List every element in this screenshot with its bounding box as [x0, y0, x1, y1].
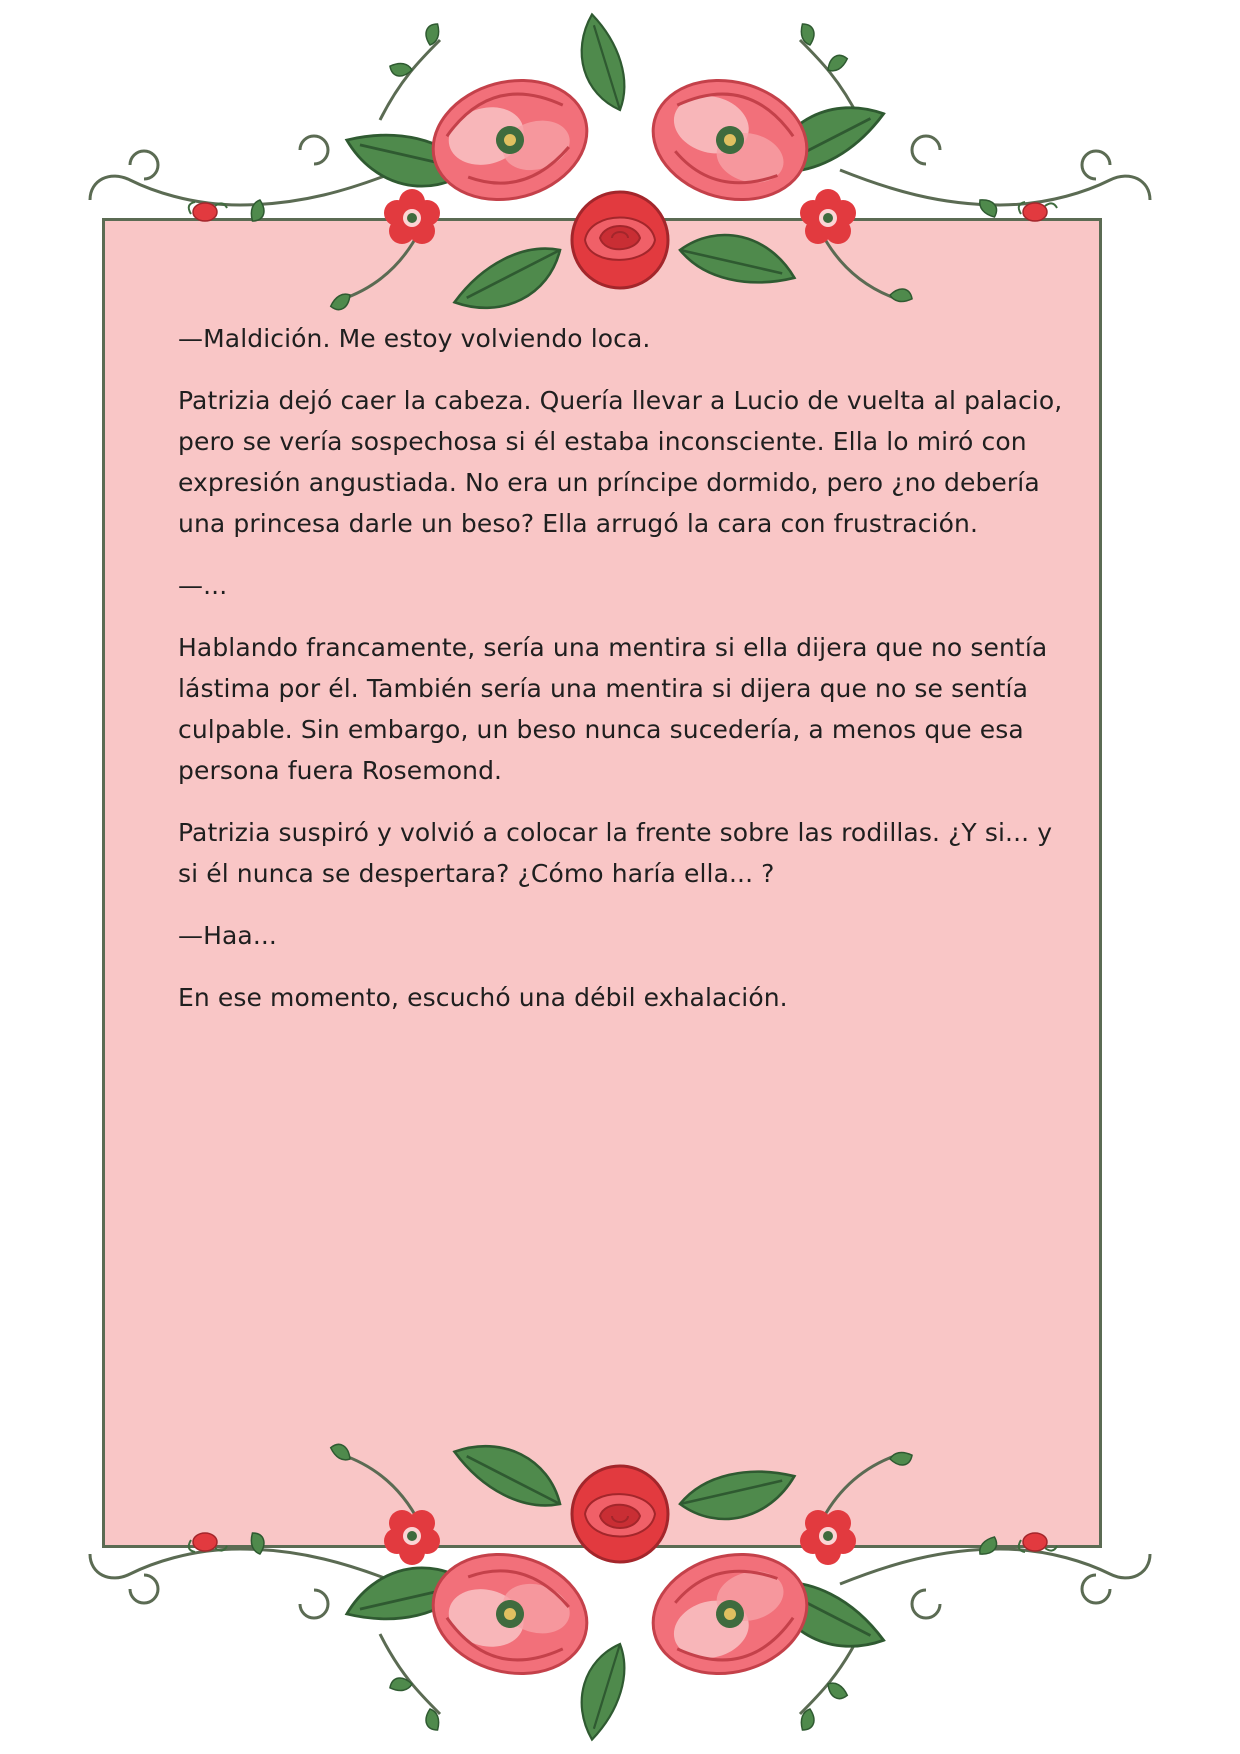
floral-corner-top-icon [0, 0, 1240, 330]
paragraph-2: Patrizia dejó caer la cabeza. Quería llevar a Lucio de vuelta al palacio, pero se vería sospechosa si él estaba inconsciente. Ella lo miró con expresión angustiada. No era un príncipe dormido, pero ¿no debería una princesa darle un beso? Ella arrugó la cara con frustración. [178, 386, 1063, 538]
paragraph-1: —Maldición. Me estoy volviendo loca. [178, 324, 651, 353]
story-text [178, 318, 1078, 1039]
floral-corner-bottom-icon [0, 1424, 1240, 1754]
paragraph-5: Patrizia suspiró y volvió a colocar la frente sobre las rodillas. ¿Y si... y si él nunca se despertara? ¿Cómo haría ella... ? [178, 818, 1053, 888]
paragraph-7: En ese momento, escuchó una débil exhalación. [178, 983, 788, 1012]
paragraph-6: —Haa... [178, 921, 277, 950]
paragraph-4: Hablando francamente, sería una mentira si ella dijera que no sentía lástima por él. También sería una mentira si dijera que no se sentía culpable. Sin embargo, un beso nunca sucedería, a menos que esa persona fuera Rosemond. [178, 633, 1048, 785]
paragraph-3: —... [178, 571, 228, 600]
